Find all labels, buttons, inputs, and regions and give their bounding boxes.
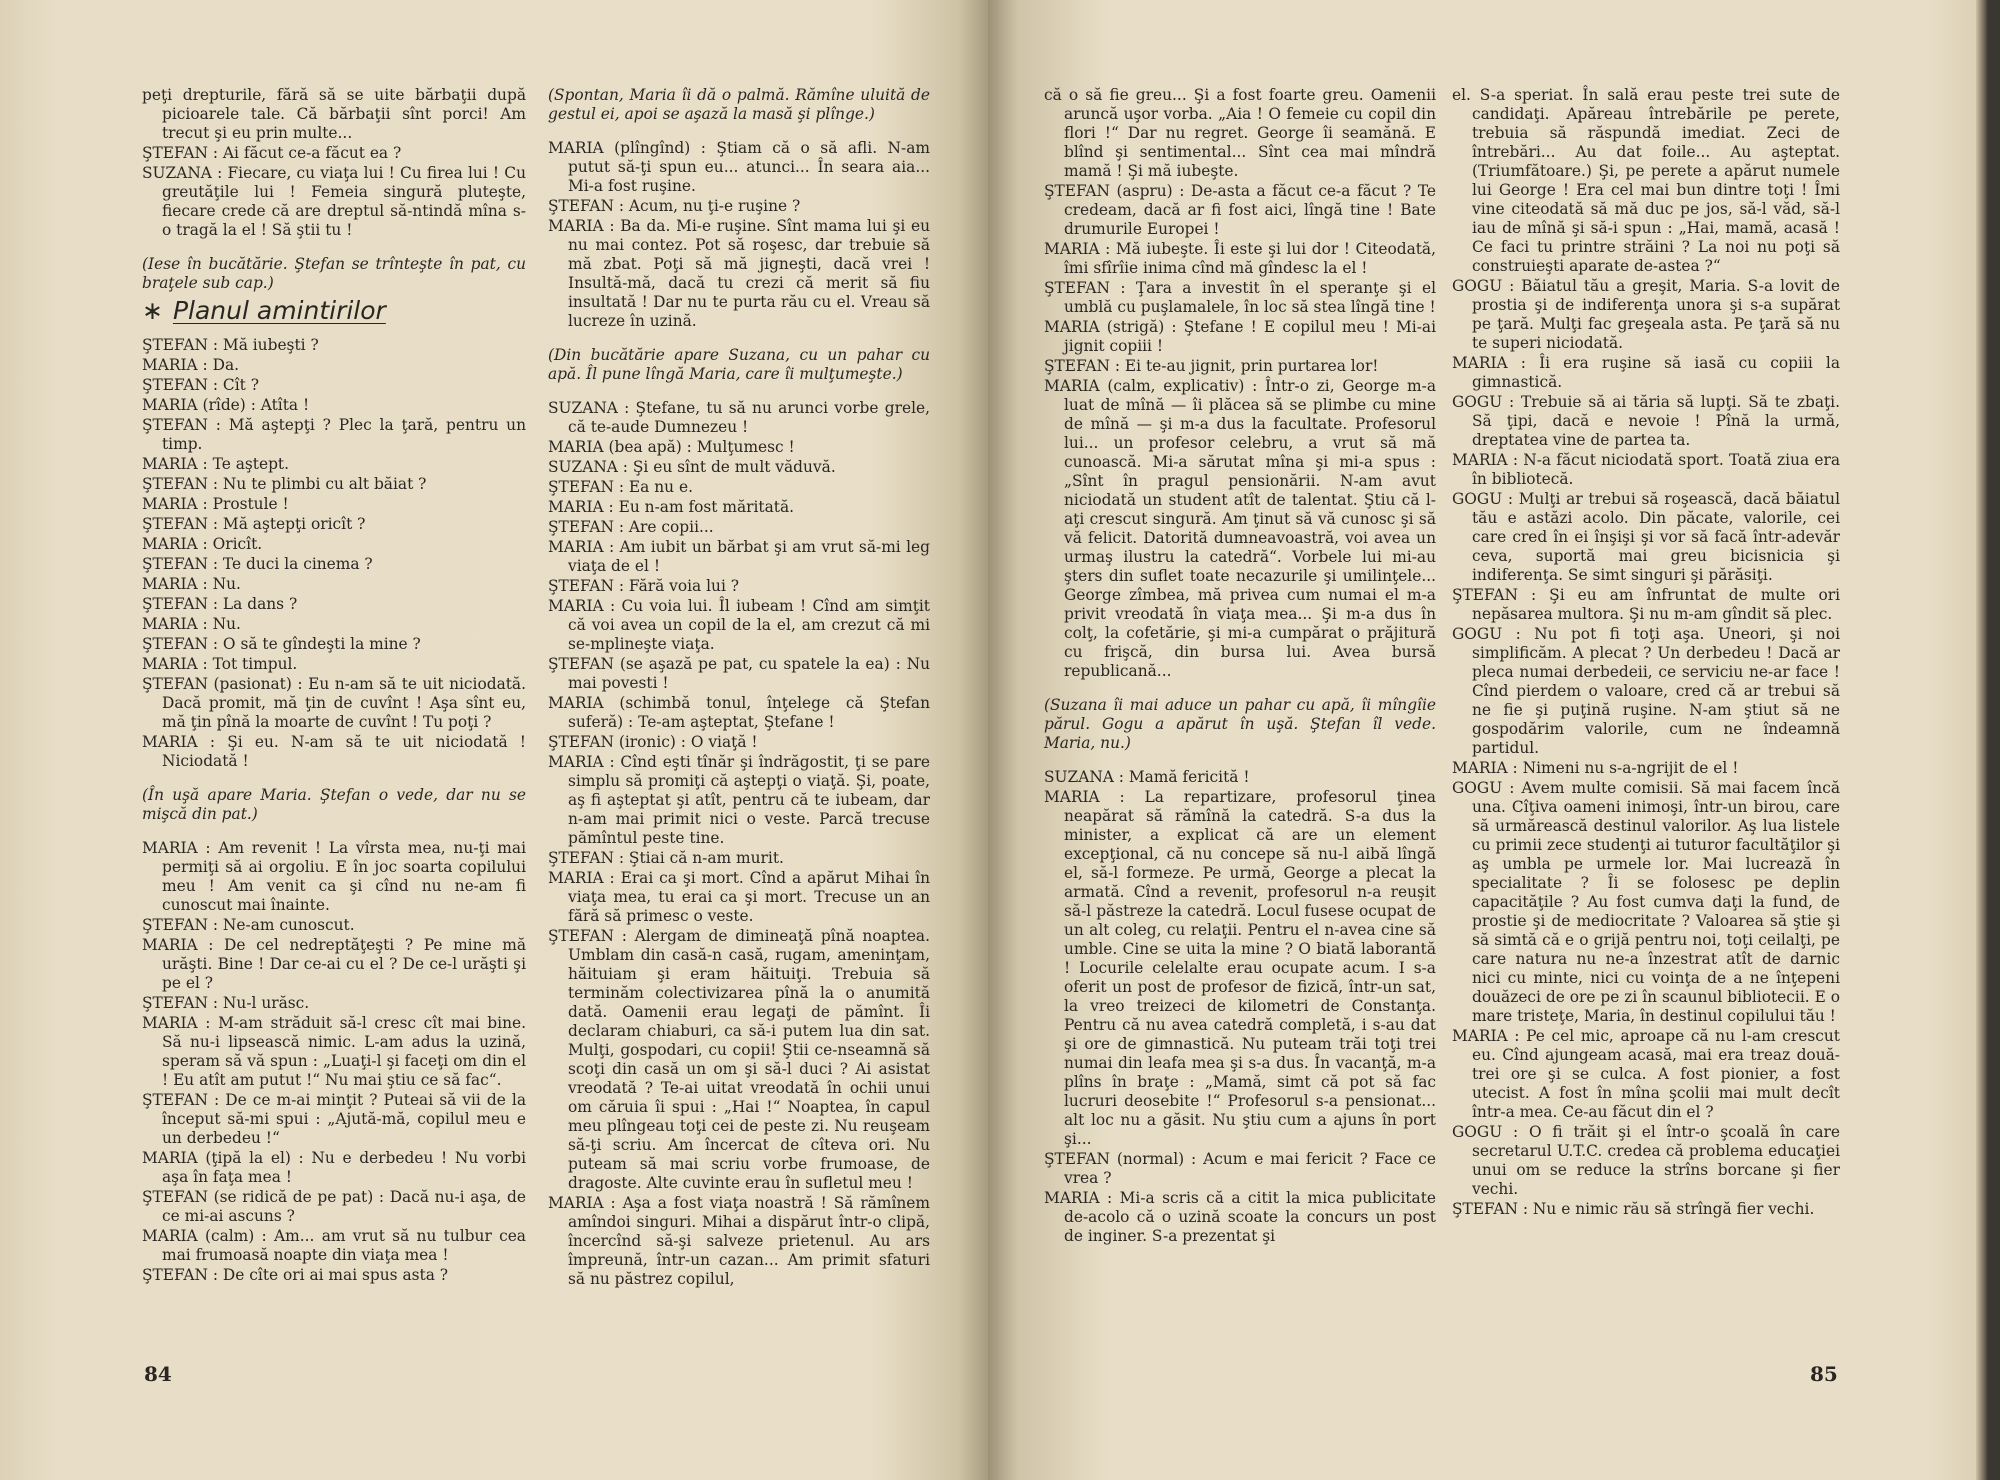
dialogue-line: SUZANA : Şi eu sînt de mult văduvă. <box>548 458 836 476</box>
page-number-right: 85 <box>1810 1362 1838 1386</box>
right-column-1 <box>1044 86 1436 1247</box>
dialogue-line: MARIA : De cel nedreptăţeşti ? Pe mine mă urăşti. Bine ! Dar ce-ai cu el ? De ce-l urăşti şi pe el ? <box>142 936 526 992</box>
dialogue-line: ŞTEFAN : Ei te-au jignit, prin purtarea lor! <box>1044 357 1379 375</box>
dialogue-line: ŞTEFAN : Ne-am cunoscut. <box>142 916 355 934</box>
dialogue-line: ŞTEFAN : Are copii... <box>548 518 714 536</box>
dialogue-line: MARIA : Am revenit ! La vîrsta mea, nu-ţi mai permiţi să ai orgoliu. E în joc soarta copilului meu ! Am venit ca şi cînd nu ne-am fi cunoscut mai înainte. <box>142 839 526 914</box>
dialogue-line: ŞTEFAN : Fără voia lui ? <box>548 577 740 595</box>
dialogue-line: SUZANA : Mamă fericită ! <box>1044 768 1250 786</box>
dialogue-line: el. S-a speriat. În sală erau peste trei sute de candidaţi. Apăreau întrebările pe perete, trebuia să răspundă imediat. Zeci de întrebări... Au dat foile... Au aşteptat. (Triumfătoare.) Şi, pe perete a apărut numele lui George ! Era cel mai bun dintre toţi ! Îmi vine citeodată să mă duc pe jos, să-l văd, să-l iau de mînă şi să-i spun : „Hai, mamă, acasă ! Ce faci tu printre străini ? La noi nu poţi să construieşti aparate de-astea ?“ <box>1452 86 1840 275</box>
dialogue-line: ŞTEFAN : Şi eu am înfruntat de multe ori nepăsarea multora. Şi nu m-am gîndit să plec. <box>1452 586 1840 623</box>
dialogue-line: ŞTEFAN : Mă aştepţi ? Plec la ţară, pentru un timp. <box>142 416 526 453</box>
page-number-left: 84 <box>144 1362 172 1386</box>
dialogue-line: MARIA : Pe cel mic, aproape că nu l-am crescut eu. Cînd ajungeam acasă, mai era treaz două-trei ore şi se culca. A fost pionier, a fost utecist. A fost în mîna şcolii mai mult decît într-a mea. Ce-au făcut din el ? <box>1452 1027 1840 1121</box>
dialogue-line: MARIA : Te aştept. <box>142 455 289 473</box>
dialogue-line: MARIA : N-a făcut niciodată sport. Toată ziua era în bibliotecă. <box>1452 451 1840 488</box>
stage-direction: (În uşă apare Maria. Ştefan o vede, dar nu se mişcă din pat.) <box>142 786 526 823</box>
dialogue-line: MARIA : Tot timpul. <box>142 655 298 673</box>
dialogue-line: ŞTEFAN (aspru) : De-asta a făcut ce-a făcut ? Te credeam, dacă ar fi fost aici, lîngă tine ! Bate drumurile Europei ! <box>1044 182 1436 238</box>
dialogue-line: SUZANA : Ştefane, tu să nu arunci vorbe grele, că te-aude Dumnezeu ! <box>548 399 930 436</box>
dialogue-line: MARIA : La repartizare, profesorul ţinea neapărat să rămînă la catedră. S-a dus la minister, a explicat că are un element excepţional, că nu concepe să nu-l aibă lîngă el, să-l formeze. Pe urmă, George a plecat la armată. Cînd a revenit, profesorul n-a reuşit să-l păstreze la catedră. Locul fusese ocupat de un alt coleg, cu relaţii. Pentru el n-avea cine să umble. Cine se uita la mine ? O biată laborantă ! Locurile celelalte erau ocupate acum. I s-a oferit un post de profesor de fizică, într-un sat, la vreo treizeci de kilometri de Constanţa. Pentru că nu avea catedră completă, i s-au dat şi ore de gimnastică. Nu puteam trăi toţi trei numai din leafa mea şi s-a dus. În vacanţă, m-a plîns în braţe : „Mamă, simt că pot să fac lucruri deosebite !“ Profesorul s-a pensionat... alt loc nu a găsit. Nu ştiu cum a ajuns în port şi... <box>1044 788 1436 1148</box>
dialogue-line: MARIA (calm) : Am... am vrut să nu tulbur cea mai frumoasă noapte din viaţa mea ! <box>142 1227 526 1264</box>
dialogue-line: GOGU : O fi trăit şi el într-o şcoală în care secretarul U.T.C. credea că problema educaţiei unui om se reduce la strîns borcane şi fier vechi. <box>1452 1123 1840 1198</box>
dialogue-line: MARIA : Aşa a fost viaţa noastră ! Să rămînem amîndoi singuri. Mihai a dispărut într-o clipă, încercînd să-şi salveze prietenul. Au ars împreună, într-un cazan... Am primit sfaturi să nu păstrez copilul, <box>548 1194 930 1288</box>
dialogue-line: GOGU : Nu pot fi toţi aşa. Uneori, şi noi simplificăm. A plecat ? Un derbedeu ! Dacă ar pleca numai derbedeii, ce serviciu ne-ar face ! Cînd pierdem o valoare, cred că ar trebui să ne fie şi puţină ruşine. N-am ştiut să ne gospodărim valorile, cum ne îndeamnă partidul. <box>1452 625 1840 757</box>
dialogue-line: ŞTEFAN : O să te gîndeşti la mine ? <box>142 635 421 653</box>
dialogue-line: MARIA (plîngînd) : Ştiam că o să afli. N-am putut să-ţi spun eu... atunci... În seara aia... Mi-a fost ruşine. <box>548 139 930 195</box>
stage-direction: (Iese în bucătărie. Ştefan se trînteşte în pat, cu braţele sub cap.) <box>142 255 526 292</box>
dialogue-line: ŞTEFAN : De ce m-ai minţit ? Puteai să vii de la început să-mi spui : „Ajută-mă, copilul meu e un derbedeu !“ <box>142 1091 526 1147</box>
paragraph-spacer <box>548 332 930 346</box>
paragraph-spacer <box>142 241 526 255</box>
section-heading <box>142 296 526 325</box>
left-page <box>0 0 988 1480</box>
dialogue-line: MARIA : Mi-a scris că a citit la mica publicitate de-acolo că o uzină scoate la concurs un post de inginer. S-a prezentat şi <box>1044 1189 1436 1245</box>
dialogue-line: MARIA : Nimeni nu s-a-ngrijit de el ! <box>1452 759 1739 777</box>
dialogue-line: ŞTEFAN : Nu e nimic rău să strîngă fier vechi. <box>1452 1200 1815 1218</box>
dialogue-line: MARIA (calm, explicativ) : Într-o zi, George m-a luat de mînă — îi plăcea să se plimbe cu mine de mînă — şi m-a dus la facultate. Profesorul lui... un profesor celebru, a vrut să mă cunoască. Mi-a sărutat mîna şi mi-a spus : „Sînt în pragul pensionării. N-am avut niciodată un student atît de talentat. Ştiu că l-aţi crescut singură. Am ţinut să vă cunosc şi să vă felicit. Datorită dumneavoastră, voi avea un urmaş ilustru la catedră“. Vorbele lui mi-au şters din suflet toate necazurile şi umilinţele... George zîmbea, mă privea cum numai el m-a privit vreodată în viaţa mea... Şi m-a dus în colţ, la cofetărie, şi mi-a cumpărat o prăjitură cu frişcă, din bursa lui. Avea bursă republicană... <box>1044 377 1436 680</box>
dialogue-line: MARIA : Ba da. Mi-e ruşine. Sînt mama lui şi eu nu mai contez. Pot să roşesc, dar trebuie să mă zbat. Poţi să mă jigneşti, dacă vrei ! Insultă-mă, dacă tu crezi că merit să fiu insultată ! Dar nu te purta rău cu el. Vreau să lucreze în uzină. <box>548 217 930 330</box>
dialogue-line: MARIA : Oricît. <box>142 535 263 553</box>
dialogue-line: ŞTEFAN : Acum, nu ţi-e ruşine ? <box>548 197 801 215</box>
dialogue-line: ŞTEFAN : Te duci la cinema ? <box>142 555 373 573</box>
stage-direction: (Spontan, Maria îi dă o palmă. Rămîne uluită de gestul ei, apoi se aşază la masă şi plînge.) <box>548 86 930 123</box>
left-column-2 <box>548 86 930 1290</box>
stage-direction: (Suzana îi mai aduce un pahar cu apă, îi mîngîie părul. Gogu a apărut în uşă. Ştefan îl vede. Maria, nu.) <box>1044 696 1436 752</box>
dialogue-line: GOGU : Mulţi ar trebui să roşească, dacă băiatul tău e astăzi acolo. Din păcate, valorile, cei care cred în ei înşişi şi vor să facă într-adevăr ceva, suportă mai greu bicisnicia şi indiferenţa. Se simt singuri şi părăsiţi. <box>1452 490 1840 584</box>
dialogue-line: MARIA : Cînd eşti tînăr şi îndrăgostit, ţi se pare simplu să promiţi că aştepţi o viaţă. Şi, poate, aş fi aşteptat şi atît, pentru că te iubeam, dar n-am mai primit nici o veste. Parcă trecuse pămîntul peste tine. <box>548 753 930 847</box>
dialogue-line: MARIA : Prostule ! <box>142 495 289 513</box>
dialogue-line: MARIA : Cu voia lui. Îl iubeam ! Cînd am simţit că voi avea un copil de la el, am crezut că mi se-mplineşte viaţa. <box>548 597 930 653</box>
dialogue-line: SUZANA : Fiecare, cu viaţa lui ! Cu firea lui ! Cu greutăţile lui ! Femeia singură pluteşte, fiecare crede că are dreptul să-ntindă mîna s-o tragă la el ! Să ştii tu ! <box>142 164 526 239</box>
dialogue-line: GOGU : Trebuie să ai tăria să lupţi. Să te zbaţi. Să ţipi, dacă e nevoie ! Pînă la urmă, dreptatea vine de partea ta. <box>1452 393 1840 449</box>
dialogue-line: MARIA (bea apă) : Mulţumesc ! <box>548 438 795 456</box>
section-heading-text: Planul amintirilor <box>172 296 386 325</box>
right-page <box>988 0 1988 1480</box>
dialogue-line: ŞTEFAN (se aşază pe pat, cu spatele la ea) : Nu mai povesti ! <box>548 655 930 692</box>
stage-direction: (Din bucătărie apare Suzana, cu un pahar cu apă. Îl pune lîngă Maria, care îi mulţumeşte.) <box>548 346 930 383</box>
dialogue-line: ŞTEFAN : Mă iubeşti ? <box>142 336 319 354</box>
dialogue-line: ŞTEFAN (se ridică de pe pat) : Dacă nu-i aşa, de ce mi-ai ascuns ? <box>142 1188 526 1225</box>
dialogue-line: ŞTEFAN : De cîte ori ai mai spus asta ? <box>142 1266 449 1284</box>
paragraph-spacer <box>1044 682 1436 696</box>
dialogue-line: că o să fie greu... Şi a fost foarte greu. Oamenii aruncă uşor vorba. „Aia ! O femeie cu copil din flori !“ Dar nu regret. George îi seamănă. E blînd şi sentimental... Sînt cea mai mîndră mamă ! Şi mă iubeşte. <box>1044 86 1436 180</box>
dialogue-line: ŞTEFAN : Alergam de dimineaţă pînă noaptea. Umblam din casă-n casă, rugam, ameninţam, hăituiam şi eram hăituiţi. Trebuia să terminăm colectivizarea pînă la o anumită dată. Oamenii erau legaţi de pămînt. Îi declaram chiaburi, ca să-i putem lua din sat. Mulţi, gospodari, cu copii! Ştii ce-nseamnă să scoţi din casă un om şi să-l duci ? Ai asistat vreodată ? Te-ai uitat vreodată în ochii unui om căruia îi spui : „Hai !“ Noaptea, în capul meu plîngeau toţi cei de peste zi. Nu reuşeam să-ţi scriu. Am încercat de cîteva ori. Nu puteam să mai scriu vorbe frumoase, de dragoste. Alte cuvinte erau în sufletul meu ! <box>548 927 930 1192</box>
dialogue-line: MARIA : Eu n-am fost măritată. <box>548 498 795 516</box>
dialogue-line: MARIA : Erai ca şi mort. Cînd a apărut Mihai în viaţa mea, tu erai ca şi mort. Trecuse un an fără să primesc o veste. <box>548 869 930 925</box>
dialogue-line: ŞTEFAN (pasionat) : Eu n-am să te uit niciodată. Dacă promit, mă ţin de cuvînt ! Aşa sînt eu, mă ţin pînă la moarte de cuvînt ! Tu poţi ? <box>142 675 526 731</box>
dialogue-line: ŞTEFAN : Nu te plimbi cu alt băiat ? <box>142 475 427 493</box>
dialogue-line: ŞTEFAN (ironic) : O viaţă ! <box>548 733 758 751</box>
dialogue-line: MARIA : Şi eu. N-am să te uit niciodată ! Niciodată ! <box>142 733 526 770</box>
dialogue-line: ŞTEFAN : La dans ? <box>142 595 298 613</box>
paragraph-spacer <box>142 825 526 839</box>
dialogue-line: ŞTEFAN : Mă aştepţi oricît ? <box>142 515 366 533</box>
paragraph-spacer <box>142 772 526 786</box>
dialogue-line: MARIA (strigă) : Ştefane ! E copilul meu ! Mi-ai jignit copiii ! <box>1044 318 1436 355</box>
asterisk-icon: ∗ <box>142 296 163 325</box>
dialogue-line: MARIA : Îi era ruşine să iasă cu copiii la gimnastică. <box>1452 354 1840 391</box>
dialogue-line: peţi drepturile, fără să se uite bărbaţii după picioarele tale. Că bărbaţii sînt porci! Am trecut şi eu prin multe... <box>142 86 526 142</box>
dialogue-line: ŞTEFAN : Cît ? <box>142 376 259 394</box>
dialogue-line: ŞTEFAN : Nu-l urăsc. <box>142 994 310 1012</box>
dialogue-line: GOGU : Avem multe comisii. Să mai facem încă una. Cîţiva oameni inimoşi, într-un birou, care să urmărească destinul valorilor. Aş lua listele cu primii zece studenţi ai tuturor facultăţilor şi aş umbla pe urmele lor. Mai lucrează în specialitate ? Îi se folosesc pe deplin capacităţile ? Au fost cumva daţi la fund, de prostie şi de mediocritate ? Valoarea să ştie şi să simtă că e o grijă pentru noi, toţi ceilalţi, pe care natura nu ne-a înzestrat atît de darnic nici cu minte, nici cu voinţa de a ne înţepeni douăzeci de ore pe zi în scaunul bibliotecii. E o mare tristeţe, Maria, în destinul copilului tău ! <box>1452 779 1840 1025</box>
page-edge-shadow <box>1976 0 1988 1480</box>
right-column-2 <box>1452 86 1840 1220</box>
paragraph-spacer <box>1044 754 1436 768</box>
dialogue-line: MARIA (ţipă la el) : Nu e derbedeu ! Nu vorbi aşa în faţa mea ! <box>142 1149 526 1186</box>
paragraph-spacer <box>548 385 930 399</box>
dialogue-line: MARIA : Da. <box>142 356 240 374</box>
dialogue-line: ŞTEFAN : Ţara a investit în el speranţe şi el umblă cu puşlamalele, în loc să stea lîngă tine ! <box>1044 279 1436 316</box>
dialogue-line: GOGU : Băiatul tău a greşit, Maria. S-a lovit de prostia şi de indiferenţa unora şi s-a supărat pe ţară. Mulţi fac greşeala asta. Pe ţară să nu te superi niciodată. <box>1452 277 1840 352</box>
dialogue-line: MARIA (schimbă tonul, înţelege că Ştefan suferă) : Te-am aşteptat, Ştefane ! <box>548 694 930 731</box>
dialogue-line: MARIA : Nu. <box>142 575 241 593</box>
dialogue-line: ŞTEFAN : Ştiai că n-am murit. <box>548 849 784 867</box>
dialogue-line: MARIA : Am iubit un bărbat şi am vrut să-mi leg viaţa de el ! <box>548 538 930 575</box>
left-column-1 <box>142 86 526 1286</box>
dialogue-line: ŞTEFAN : Ai făcut ce-a făcut ea ? <box>142 144 402 162</box>
dialogue-line: MARIA : M-am străduit să-l cresc cît mai bine. Să nu-i lipsească nimic. L-am adus la uzină, speram să vă spun : „Luaţi-l şi faceţi om din el ! Eu atît am putut !“ Nu mai ştiu ce să fac“. <box>142 1014 526 1089</box>
dialogue-line: MARIA (rîde) : Atîta ! <box>142 396 310 414</box>
dialogue-line: MARIA : Mă iubeşte. Îi este şi lui dor ! Citeodată, îmi sfîrîie inima cînd mă gîndesc la el ! <box>1044 240 1436 277</box>
paragraph-spacer <box>548 125 930 139</box>
dialogue-line: MARIA : Nu. <box>142 615 241 633</box>
dialogue-line: ŞTEFAN : Ea nu e. <box>548 478 693 496</box>
dialogue-line: ŞTEFAN (normal) : Acum e mai fericit ? Face ce vrea ? <box>1044 1150 1436 1187</box>
